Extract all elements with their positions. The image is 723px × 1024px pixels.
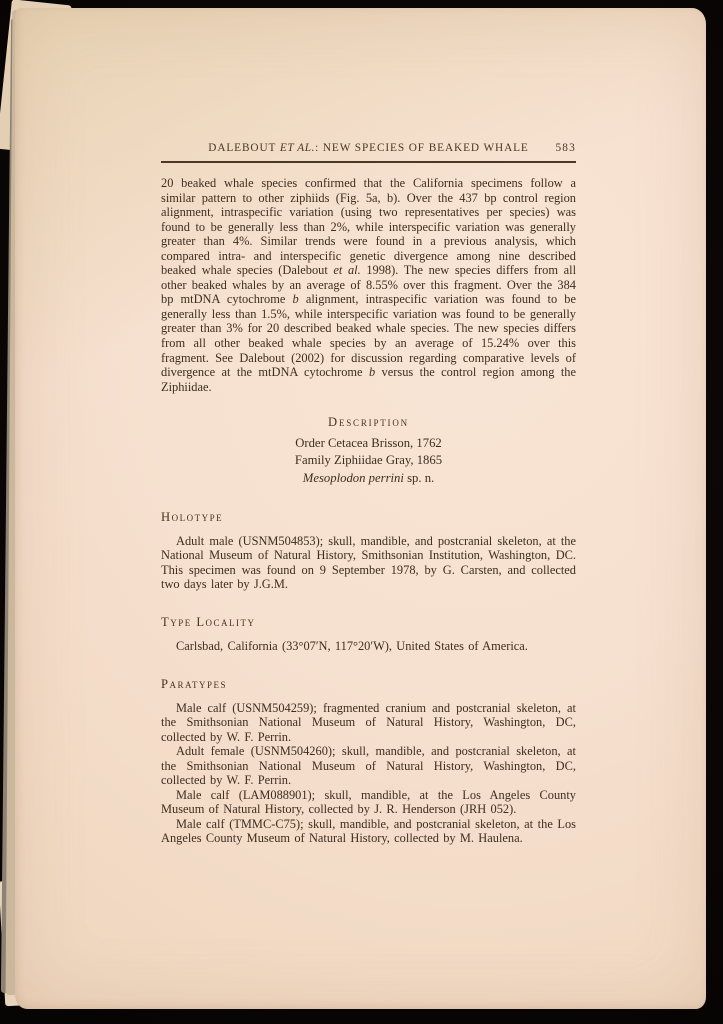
holotype-heading: Holotype [161, 509, 224, 524]
paratypes-heading: Paratypes [161, 676, 228, 691]
paratype-paragraph-2: Adult female (USNM504260); skull, mandible, and postcranial skeleton, at the Smithsonian National Museum of Natural History, Washington, DC, collected by W. F. Perrin. [161, 744, 576, 788]
running-head [161, 142, 576, 157]
page-content [161, 142, 576, 846]
paratype-paragraph-1: Male calf (USNM504259); fragmented cranium and postcranial skeleton, at the Smithsonian National Museum of Natural History, Washington, DC, collected by W. F. Perrin. [161, 700, 576, 744]
running-head-title: : NEW SPECIES OF BEAKED WHALE [315, 142, 529, 154]
book-page [15, 8, 706, 1009]
intro-paragraph: 20 beaked whale species confirmed that the California specimens follow a similar pattern to other ziphiids (Fig. 5a, b). Over the 437 bp control region alignment, intraspecific variation (using two representatives per species) was found to be generally less than 2%, while interspecific variation was generally greater than 4%. Similar trends were found in a previous analysis, which compared intra- and interspecific genetic divergence among nine described beaked whale species (Dalebout et al. 1998). The new species differs from all other beaked whales by an average of 8.55% over this fragment. Over the 384 bp mtDNA cytochrome b alignment, intraspecific variation was found to be generally less than 1.5%, while interspecific variation was found to be generally greater than 3% for 20 described beaked whale species. The new species differs from all other beaked whale species by an average of 15.24% over this fragment. See Dalebout (2002) for discussion regarding comparative levels of divergence at the mtDNA cytochrome b versus the control region among the Ziphiidae. [161, 176, 577, 394]
type-locality-heading: Type Locality [161, 615, 256, 629]
taxonomy-family-line: Family Ziphiidae Gray, 1865 [294, 453, 443, 468]
description-heading: Description [328, 415, 409, 430]
taxonomy-species-line: Mesoplodon perrini sp. n. [302, 470, 435, 485]
running-head-etal: ET AL. [279, 142, 316, 154]
holotype-paragraph: Adult male (USNM504853); skull, mandible, and postcranial skeleton, at the National Museum of Natural History, Smithsonian Institution, Washington, DC. This specimen was found on 9 September 1978, by G. Carsten, and collected two days later by J.G.M. [161, 533, 576, 592]
page-number: 583 [555, 142, 576, 154]
running-head-author: DALEBOUT [208, 142, 280, 154]
header-rule [161, 161, 576, 163]
taxonomy-order-line: Order Cetacea Brisson, 1762 [295, 436, 442, 451]
paratype-paragraph-3: Male calf (LAM088901); skull, mandible, at the Los Angeles County Museum of Natural History, collected by J. R. Henderson (JRH 052). [161, 787, 576, 817]
taxonomy-block [161, 435, 576, 487]
type-locality-paragraph: Carlsbad, California (33°07′N, 117°20′W), United States of America. [176, 639, 528, 653]
paratype-paragraph-4: Male calf (TMMC-C75); skull, mandible, and postcranial skeleton, at the Los Angeles County Museum of Natural History, collected by M. Haulena. [161, 816, 576, 846]
